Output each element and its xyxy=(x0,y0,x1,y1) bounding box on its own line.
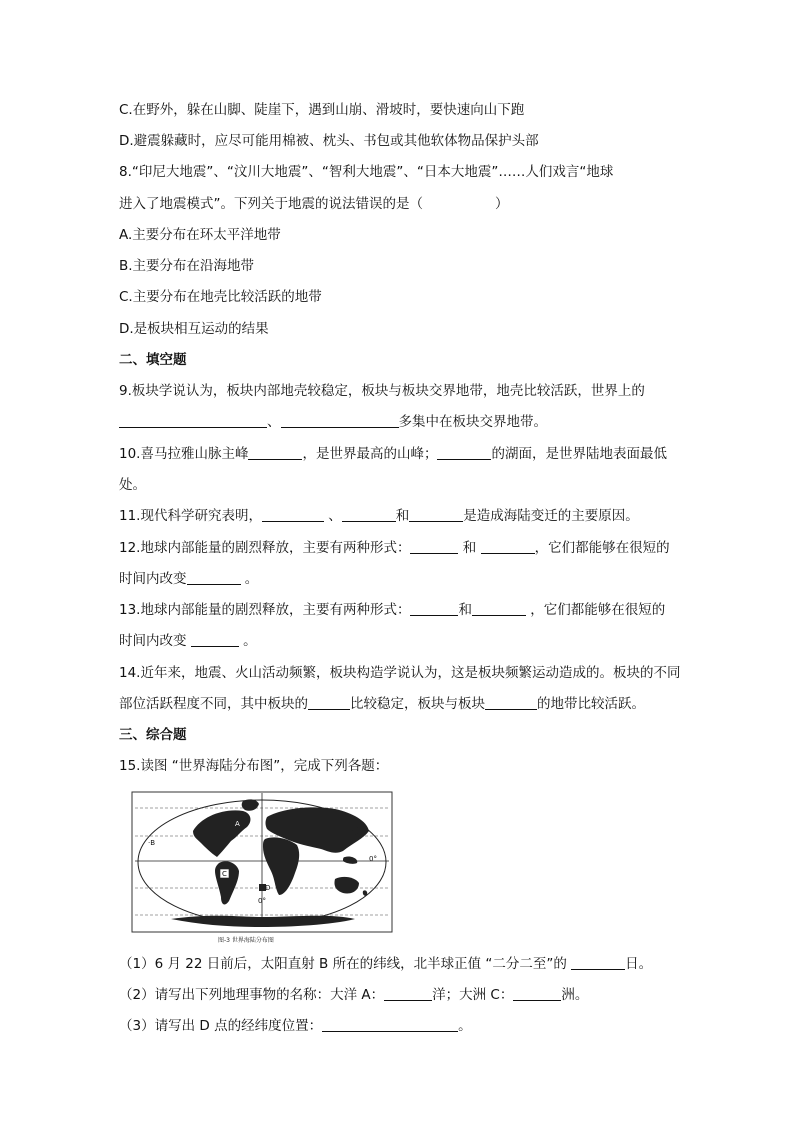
label-zero-lon: 0° xyxy=(258,897,266,905)
answer-blank xyxy=(410,601,458,616)
question-10-line2: 处。 xyxy=(119,477,146,493)
label-c: C xyxy=(222,870,227,878)
label-a: A xyxy=(235,820,240,828)
section-comprehensive-heading: 三、综合题 xyxy=(119,727,187,743)
question-15-part1: （1）6 月 22 日前后，太阳直射 B 所在的纬线，北半球正值 “二分二至”的 日。 xyxy=(119,956,653,972)
question-14-line1: 14.近年来，地震、火山活动频繁，板块构造学说认为，这是板块频繁运动造成的。板块的不同 xyxy=(119,665,681,681)
answer-blank xyxy=(472,601,526,616)
answer-blank xyxy=(485,695,537,710)
question-11: 11.现代科学研究表明， 、 和 是造成海陆变迁的主要原因。 xyxy=(119,508,639,524)
question-9-line1: 9.板块学说认为，板块内部地壳较稳定，板块与板块交界地带，地壳比较活跃，世界上的 xyxy=(119,383,645,399)
question-8-option-d: D.是板块相互运动的结果 xyxy=(119,321,269,337)
answer-blank xyxy=(481,539,535,554)
label-d: D xyxy=(265,884,271,892)
question-12-line2: 时间内改变 。 xyxy=(119,571,259,587)
answer-blank xyxy=(322,1017,458,1032)
answer-blank xyxy=(571,955,625,970)
answer-blank xyxy=(191,632,239,647)
answer-blank xyxy=(342,507,396,522)
label-b: ·B xyxy=(148,839,156,847)
question-15-intro: 15.读图 “世界海陆分布图”，完成下列各题： xyxy=(119,758,389,774)
question-13-line2: 时间内改变 。 xyxy=(119,633,257,649)
answer-blank xyxy=(409,507,463,522)
answer-blank xyxy=(281,413,399,428)
question-8-option-a: A.主要分布在环太平洋地带 xyxy=(119,227,281,243)
answer-blank xyxy=(437,445,491,460)
question-8-option-c: C.主要分布在地壳比较活跃的地带 xyxy=(119,289,322,305)
section-fill-in-heading: 二、填空题 xyxy=(119,352,187,368)
answer-blank xyxy=(384,986,432,1001)
question-12-line1: 12.地球内部能量的剧烈释放，主要有两种形式： 和 ，它们都能够在很短的 xyxy=(119,540,670,556)
option-d-safety: D.避震躲藏时，应尽可能用棉被、枕头、书包或其他软体物品保护头部 xyxy=(119,133,539,149)
question-8-line2: 进入了地震模式”。下列关于地震的说法错误的是（ ） xyxy=(119,196,509,212)
question-9-line2: 、 多集中在板块交界地带。 xyxy=(119,413,547,431)
option-c-safety: C.在野外，躲在山脚、陡崖下，遇到山崩、滑坡时，要快速向山下跑 xyxy=(119,102,525,118)
answer-blank xyxy=(119,413,267,428)
answer-blank xyxy=(262,507,324,522)
answer-blank xyxy=(513,986,561,1001)
question-15-part2: （2）请写出下列地理事物的名称：大洋 A： 洋；大洲 C： 洲。 xyxy=(119,987,589,1003)
answer-blank xyxy=(187,570,241,585)
question-13-line1: 13.地球内部能量的剧烈释放，主要有两种形式： 和 ，它们都能够在很短的 xyxy=(119,602,666,618)
world-map-figure xyxy=(131,791,393,933)
question-10-line1: 10.喜马拉雅山脉主峰 ，是世界最高的山峰； 的湖面，是世界陆地表面最低 xyxy=(119,446,667,462)
question-8-line1: 8.“印尼大地震”、“汶川大地震”、“智利大地震”、“日本大地震”……人们戏言“地球 xyxy=(119,164,614,180)
question-15-part3: （3）请写出 D 点的经纬度位置： 。 xyxy=(119,1018,472,1034)
answer-blank xyxy=(248,445,302,460)
map-caption: 图-3 世界海陆分布图 xyxy=(218,937,274,944)
answer-blank xyxy=(410,539,458,554)
answer-blank xyxy=(308,695,350,710)
question-14-line2: 部位活跃程度不同，其中板块的 比较稳定，板块与板块 的地带比较活跃。 xyxy=(119,696,645,712)
question-8-option-b: B.主要分布在沿海地带 xyxy=(119,258,255,274)
label-zero-lat: 0° xyxy=(369,855,377,863)
